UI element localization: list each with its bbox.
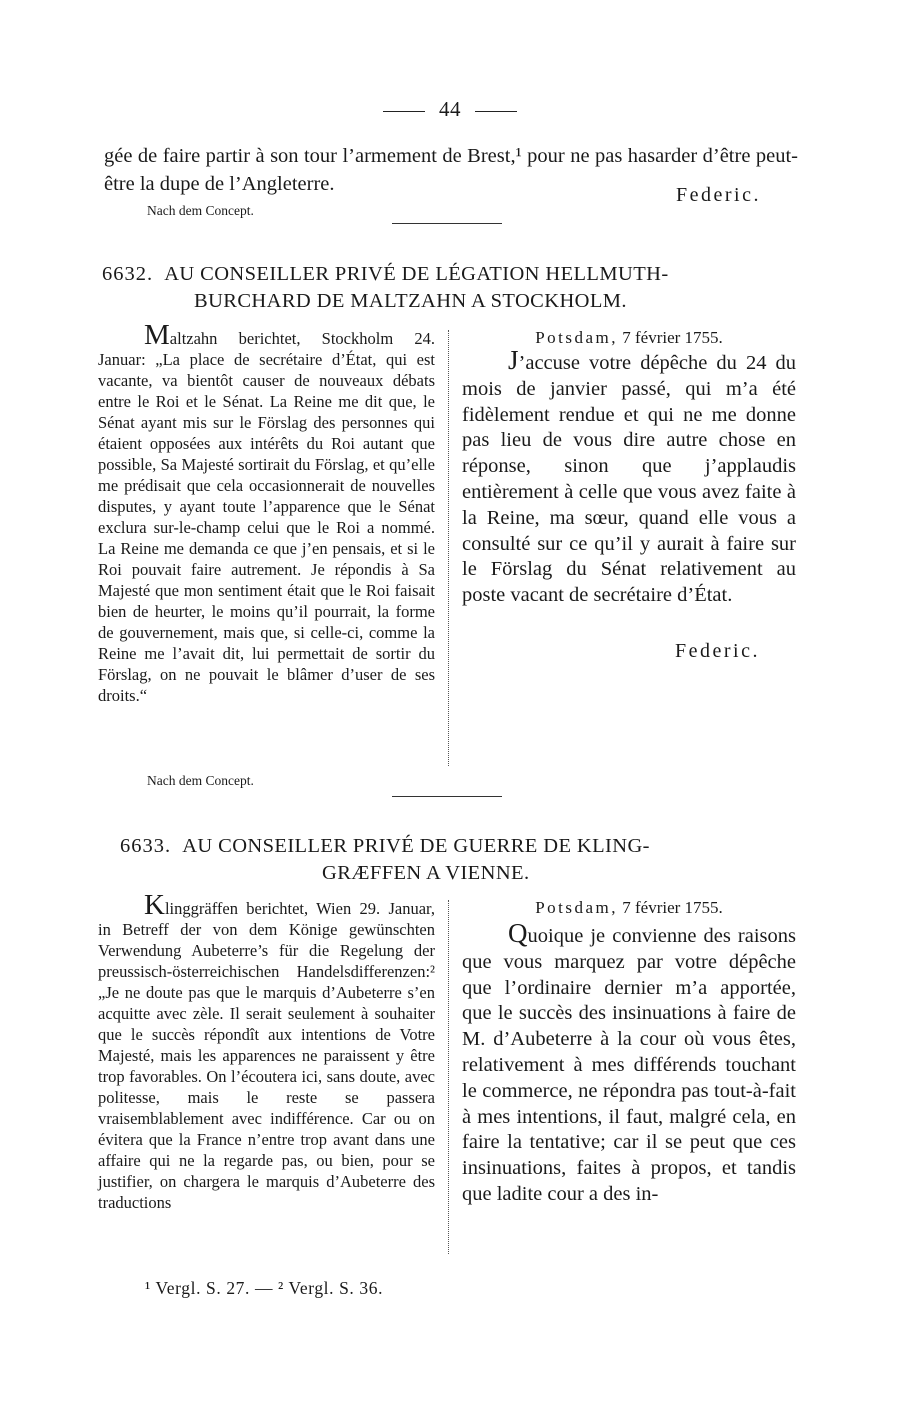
letter-6633-heading-line1 <box>120 833 800 860</box>
header-dash-left <box>383 111 425 112</box>
letter-6633-heading <box>120 833 800 887</box>
letter-6632-summary-initial: M <box>144 319 170 351</box>
letter-6633-heading-text1: AU CONSEILLER PRIVÉ DE GUERRE DE KLING- <box>182 835 650 857</box>
letter-6632-body-text: ’accuse votre dépêche du 24 du mois de janvier passé, qui m’a été fidèlement rendue et qui ne me donne pas lieu de vous dire autre chose en réponse, sinon que j’applaudis entièrement à celle que vous avez faite à la Reine, ma sœur, quand elle vous a consulté sur ce qu’il y aurait à faire sur le Förslag du Sénat relativement au poste vacant de secrétaire d’État. <box>462 352 796 607</box>
column-divider-6633 <box>448 900 449 1254</box>
letter-6632-heading-line2: BURCHARD DE MALTZAHN A STOCKHOLM. <box>194 290 627 312</box>
page-number: 44 <box>439 97 461 121</box>
letter-6633-place: Potsdam, <box>535 898 618 917</box>
letter-6632-number: 6632. <box>102 263 154 285</box>
letter-6633-dateline <box>462 898 796 918</box>
letter-6632-summary-text: altzahn berichtet, Stockholm 24. Januar: „La place de secrétaire d’État, qui est vacante, va bientôt causer de nouveaux débats entre le Roi et le Sénat. La Reine me dit que, le Sénat ayant mis sur le Förslag des personnes qui étaient opposées aux intérêts du Roi autant que possible, Sa Majesté sortirait du Förslag, et qu’elle me prédisait que cela occasionnerait de nouvelles disputes, y ayant toute l’apparence que le Sénat exclura sur-le-champ celui que le Roi a nommé. La Reine me demanda ce que j’en pensais, et si le Roi pouvait faire autrement. Je répondis à Sa Majesté que mon sentiment était que le Roi faisait bien de heurter, le moins qu’il pourrait, la forme de gouvernement, mais que, si celle-ci, comme la Reine me l’avait dit, lui permettait de sortir du Förslag, on ne pouvait le blâmer d’user de ses droits.“ <box>98 329 435 705</box>
letter-6632-place: Potsdam, <box>535 328 618 347</box>
letter-6632-source-note: Nach dem Concept. <box>147 773 254 788</box>
section-rule <box>392 223 502 224</box>
letter-6632-heading <box>102 261 802 315</box>
letter-6633-heading-line2: GRÆFFEN A VIENNE. <box>322 862 530 884</box>
page-header <box>0 97 900 122</box>
letter-6632-heading-text1: AU CONSEILLER PRIVÉ DE LÉGATION HELLMUTH- <box>164 263 669 285</box>
continuation-signature: Federic. <box>676 184 761 206</box>
letter-6633-summary <box>98 889 435 1213</box>
letter-6632-body-initial: J <box>508 345 519 375</box>
letter-6633-body-text: uoique je convienne des raisons que vous marquez par votre dépêche que l’ordinaire dernier m’a apportée, que le succès des insinuations à faire de M. d’Aubeterre à la cour où vous êtes, relativement à mes différends touchant le commerce, ne répondra pas tout-à-fait à mes intentions, il faut, malgré cela, en faire la tentative; car il se peut que ces insinuations, faites à propos, et tandis que ladite cour a des in- <box>462 925 796 1205</box>
continuation-text: gée de faire partir à son tour l’armement de Brest,¹ pour ne pas hasarder d’être peut-être la dupe de l’Angleterre. <box>104 145 798 195</box>
footnotes: ¹ Vergl. S. 27. — ² Vergl. S. 36. <box>145 1278 384 1298</box>
letter-6633-date: 7 février 1755. <box>622 898 723 917</box>
letter-6633-body <box>462 918 796 1208</box>
continuation-source-note: Nach dem Concept. <box>147 203 254 218</box>
letter-6632-signature: Federic. <box>675 640 760 662</box>
section-rule-2 <box>392 796 502 797</box>
letter-6632-summary <box>98 319 435 706</box>
letter-6633-summary-initial: K <box>144 889 165 921</box>
letter-6633-number: 6633. <box>120 835 172 857</box>
letter-6632-body <box>462 345 796 609</box>
header-dash-right <box>475 111 517 112</box>
letter-6632-heading-line1 <box>102 261 802 288</box>
letter-6633-body-initial: Q <box>508 918 528 948</box>
letter-6633-summary-text: linggräffen berichtet, Wien 29. Januar, in Betreff der von dem Könige gewünschten Verwendung Aubeterre’s für die Regelung der preussisch-österreichischen Handelsdifferenzen:² „Je ne doute pas que le marquis d’Aubeterre s’en acquitte avec zèle. Il serait seulement à souhaiter que le succès répondît aux intentions de Votre Majesté, mais les apparences ne paraissent y être trop favorables. On l’écoutera ici, sans doute, avec politesse, mais le reste se passera vraisemblablement avec indifférence. Car ou on évitera que la France n’entre trop avant dans une affaire qui ne la regarde pas, ou bien, pour se justifier, on chargera le marquis d’Aubeterre des traductions <box>98 899 435 1212</box>
letter-6632-date: 7 février 1755. <box>622 328 723 347</box>
column-divider-6632 <box>448 330 449 766</box>
